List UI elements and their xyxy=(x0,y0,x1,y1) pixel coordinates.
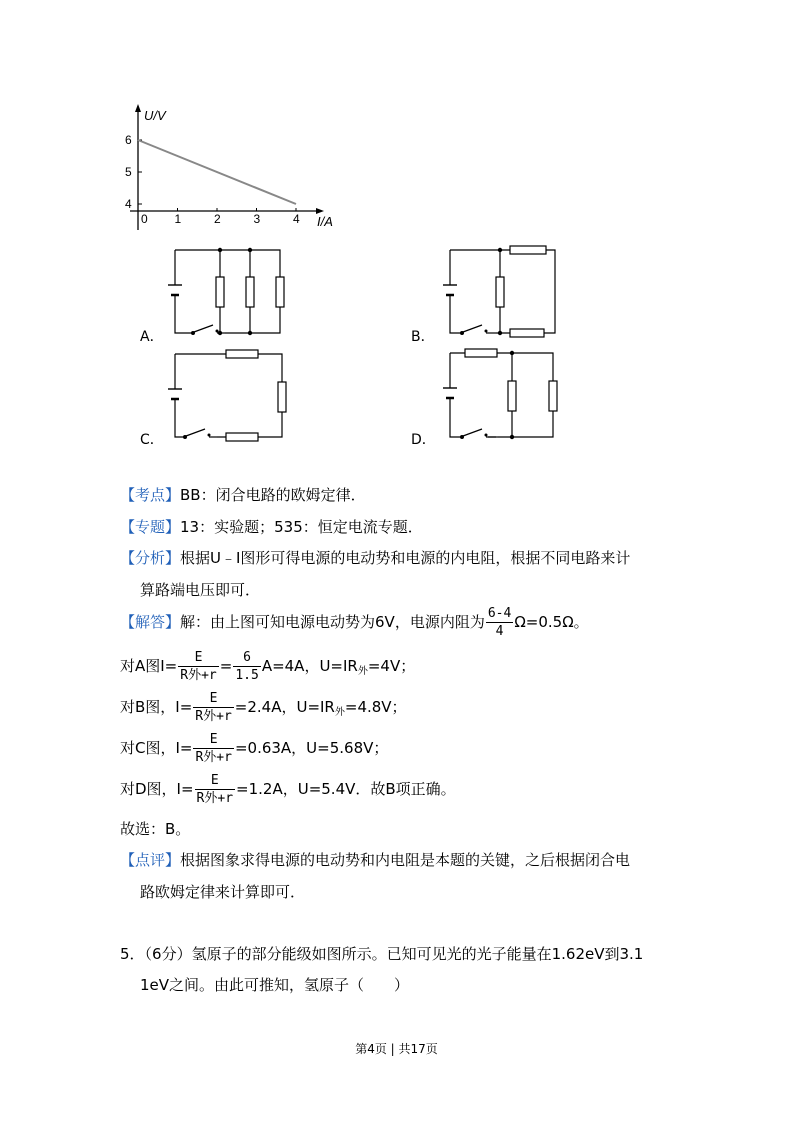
fenxi-text-1: 根据U﹣I图形可得电源的电动势和电源的内电阻，根据不同电路来计 xyxy=(180,549,631,567)
resistor-3 xyxy=(276,277,284,307)
zhuanti-text: 13：实验题；535：恒定电流专题． xyxy=(180,518,423,536)
switch-blade xyxy=(194,325,213,332)
series-line-u-i xyxy=(138,140,296,204)
review-line xyxy=(120,849,630,871)
calc-a-prefix: 对A图I= xyxy=(120,657,178,675)
resistor-right xyxy=(278,382,286,412)
fraction-numerator: E xyxy=(193,731,233,749)
option-d-label: D． xyxy=(411,432,436,448)
circuit-a xyxy=(165,245,290,340)
calc-a-tail: A=4A，U=IR xyxy=(261,657,358,675)
fraction-numerator: E xyxy=(193,690,233,708)
answer-line: 故选：B。 xyxy=(120,820,191,838)
question-5-line-1: 5．（6分）氢原子的部分能级如图所示。已知可见光的光子能量在1.62eV到3.1 xyxy=(120,945,644,963)
x-axis-label: I/A xyxy=(317,214,333,229)
fraction xyxy=(193,731,233,766)
fraction xyxy=(233,649,260,684)
x-tick-label: 2 xyxy=(214,212,221,226)
option-b-label: B． xyxy=(411,329,435,345)
y-axis-label: U/V xyxy=(144,108,166,123)
calc-a-line xyxy=(120,646,415,692)
calc-d-tail: =1.2A，U=5.4V．故B项正确。 xyxy=(236,780,456,798)
subscript: 外 xyxy=(357,666,368,677)
u-i-graph xyxy=(120,100,350,235)
y-axis-arrow xyxy=(135,104,141,112)
review-text-2: 路欧姆定律来计算即可． xyxy=(140,883,306,901)
calc-c-tail: =0.63A，U=5.68V； xyxy=(234,739,389,757)
resistance-fraction xyxy=(486,605,513,640)
fraction-numerator: E xyxy=(178,649,218,667)
fraction-numerator: E xyxy=(195,772,235,790)
fraction-denominator: 1.5 xyxy=(235,668,259,683)
fenxi-text-2: 算路端电压即可． xyxy=(140,581,261,599)
x-tick-label: 0 xyxy=(141,212,148,226)
kaodian-tag: 【考点】 xyxy=(120,486,181,504)
fraction-numerator: 6-4 xyxy=(487,606,512,621)
zhuanti-line xyxy=(120,516,423,538)
resistor-top xyxy=(226,350,258,358)
jieda-result: Ω=0.5Ω。 xyxy=(514,613,589,631)
resistor-series-bottom xyxy=(510,329,544,337)
calc-c-prefix: 对C图，I= xyxy=(120,739,193,757)
calc-b-end: =4.8V； xyxy=(344,698,407,716)
y-tick-label: 4 xyxy=(125,197,132,211)
kaodian-line xyxy=(120,484,366,506)
y-tick-label: 5 xyxy=(125,165,132,179)
fraction-denominator: R外+r xyxy=(195,709,232,724)
subscript: 外 xyxy=(334,707,345,718)
calc-c-line xyxy=(120,728,388,768)
kaodian-text: BB：闭合电路的欧姆定律． xyxy=(180,486,366,504)
calc-b-prefix: 对B图，I= xyxy=(120,698,193,716)
resistor-1 xyxy=(216,277,224,307)
resistor-middle xyxy=(508,381,516,411)
fenxi-line xyxy=(120,547,630,569)
jieda-line xyxy=(120,602,589,642)
calc-d-prefix: 对D图，I= xyxy=(120,780,194,798)
fraction-denominator: R外+r xyxy=(180,668,217,683)
calc-b-tail: =2.4A，U=IR xyxy=(234,698,335,716)
fraction-denominator: R外+r xyxy=(196,791,234,806)
review-tag: 【点评】 xyxy=(120,851,181,869)
page-footer: 第4页 | 共17页 xyxy=(355,1042,438,1056)
zhuanti-tag: 【专题】 xyxy=(120,518,181,536)
jieda-text: 解：由上图可知电源电动势为6V，电源内阻为 xyxy=(180,613,485,631)
review-text-1: 根据图象求得电源的电动势和内电阻是本题的关键，之后根据闭合电 xyxy=(180,851,631,869)
circuit-d xyxy=(440,346,565,441)
resistor-right xyxy=(549,381,557,411)
fraction xyxy=(193,690,233,725)
fraction xyxy=(195,772,235,807)
calc-d-line xyxy=(120,769,456,809)
circuit-c xyxy=(165,348,290,443)
resistor-parallel xyxy=(496,277,504,307)
resistor-top xyxy=(465,349,497,357)
equals-sign: = xyxy=(219,657,233,675)
x-tick-label: 4 xyxy=(293,212,300,226)
fraction-denominator: 4 xyxy=(495,624,504,639)
circuit-b xyxy=(440,243,565,338)
resistor-2 xyxy=(246,277,254,307)
option-a-label: A． xyxy=(140,329,164,345)
question-5-line-2: 1eV之间。由此可推知，氢原子（ ） xyxy=(140,976,410,994)
x-tick-label: 3 xyxy=(253,212,261,226)
fraction xyxy=(178,649,218,684)
x-tick-label: 1 xyxy=(174,212,182,226)
fenxi-tag: 【分析】 xyxy=(120,549,181,567)
option-c-label: C． xyxy=(140,432,164,448)
resistor-series-top xyxy=(510,246,546,254)
calc-a-end: =4V； xyxy=(367,657,416,675)
calc-b-line xyxy=(120,687,407,733)
fraction-denominator: R外+r xyxy=(195,750,232,765)
jieda-tag: 【解答】 xyxy=(120,613,181,631)
fraction-numerator: 6 xyxy=(233,649,260,667)
y-tick-label: 6 xyxy=(125,133,132,147)
resistor-bottom xyxy=(226,433,258,441)
